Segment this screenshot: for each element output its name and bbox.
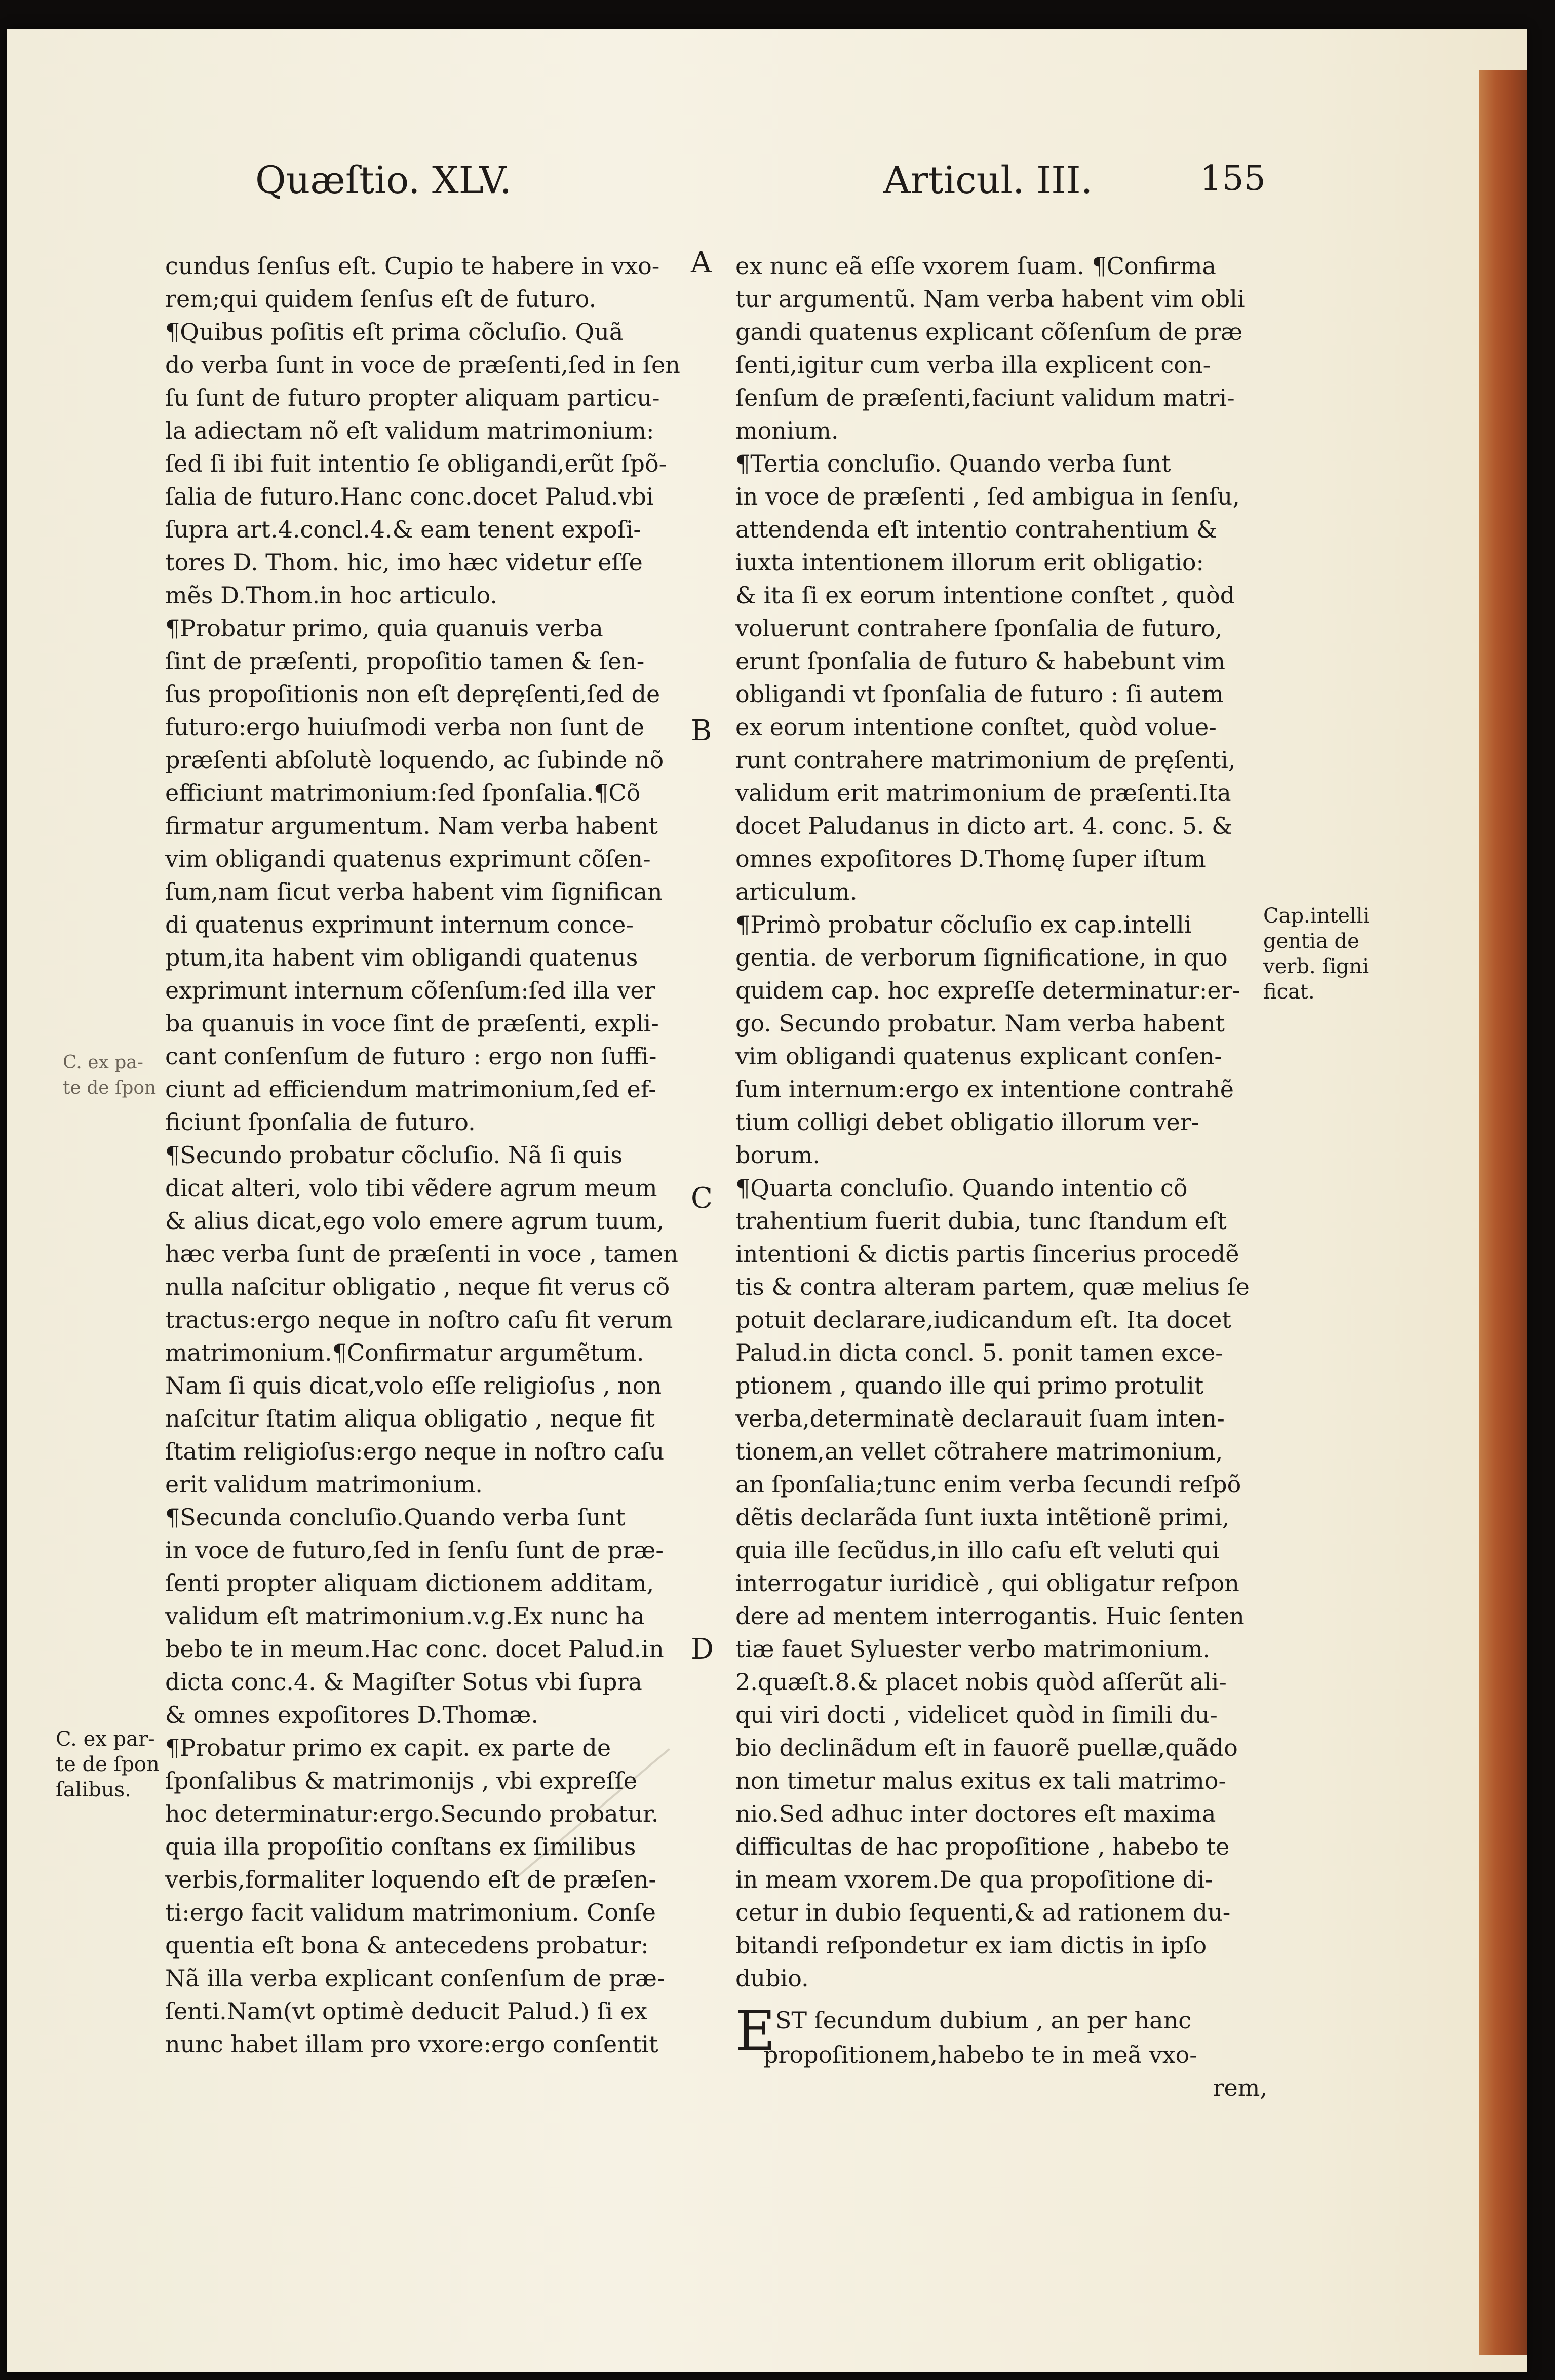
- text-line: docet Paludanus in dicto art. 4. conc. 5. &: [735, 812, 1233, 839]
- text-line: quentia eſt bona & antecedens probatur:: [165, 1932, 649, 1959]
- text-line: rem,: [1213, 2074, 1267, 2101]
- section-letter-a: A: [691, 246, 712, 279]
- margin-note-line: te de ſpon: [56, 1753, 160, 1776]
- text-line: ptionem , quando ille qui primo protulit: [735, 1372, 1204, 1399]
- text-line: dicta conc.4. & Magiſter Sotus vbi ſupra: [165, 1668, 642, 1696]
- text-line: ex nunc eã eſſe vxorem ſuam. ¶Confirma: [735, 252, 1216, 280]
- text-line: cetur in dubio ſequenti,& ad rationem du-: [735, 1899, 1231, 1926]
- text-line: ex eorum intentione conſtet, quòd volue-: [735, 713, 1217, 741]
- section-letter-b: B: [691, 714, 712, 747]
- text-line: borum.: [735, 1141, 820, 1169]
- text-line: ST ſecundum dubium , an per hanc: [775, 2007, 1191, 2034]
- text-line: in voce de futuro,ſed in ſenſu ſunt de præ-: [165, 1537, 664, 1564]
- text-line: tionem,an vellet cõtrahere matrimonium,: [735, 1438, 1223, 1465]
- book-page: [7, 29, 1527, 2372]
- text-line: in meam vxorem.De qua propoſitione di-: [735, 1866, 1213, 1893]
- margin-note-line: ficat.: [1263, 980, 1315, 1004]
- text-line: bio declinãdum eſt in fauorẽ puellæ,quãdo: [735, 1734, 1238, 1761]
- text-line: ſed ſi ibi fuit intentio ſe obligandi,erũt ſpõ-: [165, 450, 667, 477]
- text-line: & alius dicat,ego volo emere agrum tuum,: [165, 1207, 665, 1235]
- text-line: nulla naſcitur obligatio , neque fit verus cõ: [165, 1273, 670, 1300]
- text-line: matrimonium.¶Confirmatur argumẽtum.: [165, 1339, 644, 1366]
- text-line: non timetur malus exitus ex tali matrimo-: [735, 1767, 1226, 1794]
- text-line: bebo te in meum.Hac conc. docet Palud.in: [165, 1635, 664, 1663]
- text-line: omnes expoſitores D.Thomę ſuper iſtum: [735, 845, 1206, 872]
- text-line: quidem cap. hoc expreſſe determinatur:er-: [735, 977, 1240, 1004]
- text-line: nunc habet illam pro vxore:ergo conſentit: [165, 2030, 658, 2058]
- text-line: verbis,formaliter loquendo eſt de præſen-: [165, 1866, 656, 1893]
- text-line: dẽtis declarãda ſunt iuxta intẽtionẽ primi,: [735, 1504, 1230, 1531]
- text-line: efficiunt matrimonium:ſed ſponſalia.¶Cõ: [165, 779, 641, 807]
- text-line: runt contrahere matrimonium de pręſenti,: [735, 746, 1236, 774]
- margin-note-line: Cap.intelli: [1263, 904, 1370, 928]
- text-line: quia illa propoſitio conſtans ex ſimilibus: [165, 1833, 636, 1860]
- text-line: ficiunt ſponſalia de futuro.: [165, 1108, 476, 1136]
- text-line: cundus ſenſus eſt. Cupio te habere in vxo-: [165, 252, 660, 280]
- margin-note-line: C. ex par-: [56, 1728, 155, 1751]
- text-line: propoſitionem,habebo te in meã vxo-: [763, 2041, 1197, 2068]
- text-line: ¶Probatur primo, quia quanuis verba: [165, 615, 603, 642]
- text-line: firmatur argumentum. Nam verba habent: [165, 812, 658, 839]
- text-column-right: [735, 250, 1267, 2104]
- text-line: nio.Sed adhuc inter doctores eſt maxima: [735, 1800, 1216, 1827]
- text-line: ¶Primò probatur cõcluſio ex cap.intelli: [735, 911, 1192, 938]
- text-line: ſupra art.4.concl.4.& eam tenent expoſi-: [165, 516, 641, 543]
- text-line: Nam ſi quis dicat,volo eſſe religioſus , non: [165, 1372, 662, 1399]
- page-number: 155: [1200, 159, 1266, 199]
- margin-note-left-lower: [56, 1726, 160, 1802]
- text-column-right-body: [735, 250, 1267, 1995]
- margin-note-line: ſalibus.: [56, 1778, 131, 1801]
- text-line: potuit declarare,iudicandum eſt. Ita docet: [735, 1306, 1231, 1333]
- text-line: verba,determinatè declarauit ſuam inten-: [735, 1405, 1225, 1432]
- text-line: ſu ſunt de futuro propter aliquam particu-: [165, 384, 660, 411]
- text-line: gentia. de verborum ſignificatione, in quo: [735, 944, 1228, 971]
- text-line: go. Secundo probatur. Nam verba habent: [735, 1010, 1225, 1037]
- section-letter-c: C: [691, 1182, 713, 1215]
- text-line: ſint de præſenti, propoſitio tamen & ſen-: [165, 647, 645, 675]
- text-line: ſponſalibus & matrimonijs , vbi expreſſe: [165, 1767, 638, 1794]
- text-line: di quatenus exprimunt internum conce-: [165, 911, 634, 938]
- margin-note-line: C. ex pa-: [63, 1052, 143, 1073]
- text-line: ſum,nam ſicut verba habent vim ſignifican: [165, 878, 663, 905]
- text-line: dubio.: [735, 1965, 809, 1992]
- text-line: 2.quæſt.8.& placet nobis quòd aſſerũt ali-: [735, 1668, 1227, 1696]
- text-line: tium colligi debet obligatio illorum ver-: [735, 1108, 1199, 1136]
- text-line: bitandi reſpondetur ex iam dictis in ipſo: [735, 1932, 1207, 1959]
- text-line: erit validum matrimonium.: [165, 1471, 483, 1498]
- text-line: ſenti,igitur cum verba illa explicent con-: [735, 351, 1211, 378]
- text-line: tis & contra alteram partem, quæ melius ſe: [735, 1273, 1250, 1300]
- margin-note-line: verb. ſigni: [1263, 955, 1369, 978]
- text-line: attendenda eſt intentio contrahentium &: [735, 516, 1218, 543]
- text-line: & omnes expoſitores D.Thomæ.: [165, 1701, 538, 1729]
- text-line: naſcitur ſtatim aliqua obligatio , neque fit: [165, 1405, 655, 1432]
- text-line: an ſponſalia;tunc enim verba ſecundi reſpõ: [735, 1471, 1241, 1498]
- text-line: cant conſenſum de futuro : ergo non ſuffi-: [165, 1043, 657, 1070]
- margin-note-right: [1263, 903, 1369, 1005]
- text-line: ¶Quibus poſitis eſt prima cõcluſio. Quã: [165, 318, 624, 346]
- margin-note-line: te de ſpon: [63, 1078, 157, 1098]
- text-line: ptum,ita habent vim obligandi quatenus: [165, 944, 638, 971]
- text-line: in voce de præſenti , ſed ambigua in ſenſu,: [735, 483, 1240, 510]
- margin-note-line: gentia de: [1263, 930, 1359, 953]
- text-line: ¶Probatur primo ex capit. ex parte de: [165, 1734, 611, 1761]
- text-line: ſenti.Nam(vt optimè deducit Palud.) ſi ex: [165, 1998, 647, 2025]
- text-line: tiæ fauet Syluester verbo matrimonium.: [735, 1635, 1211, 1663]
- text-line: trahentium fuerit dubia, tunc ſtandum eſt: [735, 1207, 1227, 1235]
- text-line: do verba ſunt in voce de præſenti,ſed in ſen: [165, 351, 680, 378]
- text-line: rem;qui quidem ſenſus eſt de futuro.: [165, 285, 597, 313]
- text-line: ſum internum:ergo ex intentione contrahẽ: [735, 1076, 1234, 1103]
- text-line: interrogatur iuridicè , qui obligatur reſpon: [735, 1569, 1239, 1597]
- running-head-right: Articul. III.: [883, 159, 1093, 202]
- text-line: monium.: [735, 417, 839, 444]
- margin-note-left-upper: [63, 1050, 156, 1101]
- text-line: ¶Secunda concluſio.Quando verba ſunt: [165, 1504, 626, 1531]
- text-line: dere ad mentem interrogantis. Huic ſenten: [735, 1602, 1245, 1630]
- text-line: dicat alteri, volo tibi vẽdere agrum meum: [165, 1174, 657, 1202]
- text-line: futuro:ergo huiuſmodi verba non ſunt de: [165, 713, 644, 741]
- text-line: Palud.in dicta concl. 5. ponit tamen exce-: [735, 1339, 1223, 1366]
- text-line: ſus propoſitionis non eſt depręſenti,ſed de: [165, 680, 660, 708]
- text-line: erunt ſponſalia de futuro & habebunt vim: [735, 647, 1226, 675]
- text-line: ¶Secundo probatur cõcluſio. Nã ſi quis: [165, 1141, 623, 1169]
- text-line: articulum.: [735, 878, 858, 905]
- text-line: obligandi vt ſponſalia de futuro : ſi autem: [735, 680, 1224, 708]
- text-line: tores D. Thom. hic, imo hæc videtur eſſe: [165, 549, 643, 576]
- text-line: gandi quatenus explicant cõſenſum de præ: [735, 318, 1243, 346]
- text-line: ſenſum de præſenti,faciunt validum matri-: [735, 384, 1235, 411]
- text-line: præſenti abſolutè loquendo, ac ſubinde nõ: [165, 746, 664, 774]
- text-line: iuxta intentionem illorum erit obligatio:: [735, 549, 1204, 576]
- text-line: ¶Quarta concluſio. Quando intentio cõ: [735, 1174, 1188, 1202]
- text-line: validum erit matrimonium de præſenti.Ita: [735, 779, 1231, 807]
- text-column-left: [165, 250, 697, 2061]
- drop-cap: E: [735, 2000, 775, 2063]
- text-line: la adiectam nõ eſt validum matrimonium:: [165, 417, 654, 444]
- text-line: voluerunt contrahere ſponſalia de futuro,: [735, 615, 1223, 642]
- text-line: ſenti propter aliquam dictionem additam,: [165, 1569, 654, 1597]
- text-line: vim obligandi quatenus exprimunt cõſen-: [165, 845, 651, 872]
- text-line: hoc determinatur:ergo.Secundo probatur.: [165, 1800, 659, 1827]
- text-line: ba quanuis in voce ſint de præſenti, expli-: [165, 1010, 659, 1037]
- text-line: ſalia de futuro.Hanc conc.docet Palud.vbi: [165, 483, 654, 510]
- text-line: quia ille ſecũdus,in illo caſu eſt veluti qui: [735, 1537, 1220, 1564]
- running-head-left: Quæſtio. XLV.: [255, 159, 512, 202]
- text-line: hæc verba ſunt de præſenti in voce , tamen: [165, 1240, 678, 1268]
- text-line: ſtatim religioſus:ergo neque in noſtro caſu: [165, 1438, 665, 1465]
- page-edge-gilt: [1479, 70, 1527, 2355]
- text-line: intentioni & dictis partis ſincerius procedẽ: [735, 1240, 1239, 1268]
- text-line: & ita ſi ex eorum intentione conſtet , quòd: [735, 582, 1235, 609]
- text-line: mẽs D.Thom.in hoc articulo.: [165, 582, 498, 609]
- text-line: ti:ergo facit validum matrimonium. Conſe: [165, 1899, 656, 1926]
- text-line: exprimunt internum cõſenſum:ſed illa ver: [165, 977, 655, 1004]
- text-line: Nã illa verba explicant conſenſum de præ-: [165, 1965, 665, 1992]
- section-letter-d: D: [691, 1633, 714, 1666]
- text-line: ciunt ad efficiendum matrimonium,ſed ef-: [165, 1076, 656, 1103]
- text-line: vim obligandi quatenus explicant conſen-: [735, 1043, 1222, 1070]
- text-line: tractus:ergo neque in noſtro caſu fit verum: [165, 1306, 673, 1333]
- text-line: validum eſt matrimonium.v.g.Ex nunc ha: [165, 1602, 645, 1630]
- text-line: difficultas de hac propoſitione , habebo te: [735, 1833, 1230, 1860]
- final-paragraph: [735, 2000, 1267, 2104]
- text-line: ¶Tertia concluſio. Quando verba ſunt: [735, 450, 1171, 477]
- text-line: qui viri docti , videlicet quòd in ſimili du-: [735, 1701, 1218, 1729]
- text-line: tur argumentũ. Nam verba habent vim obli: [735, 285, 1245, 313]
